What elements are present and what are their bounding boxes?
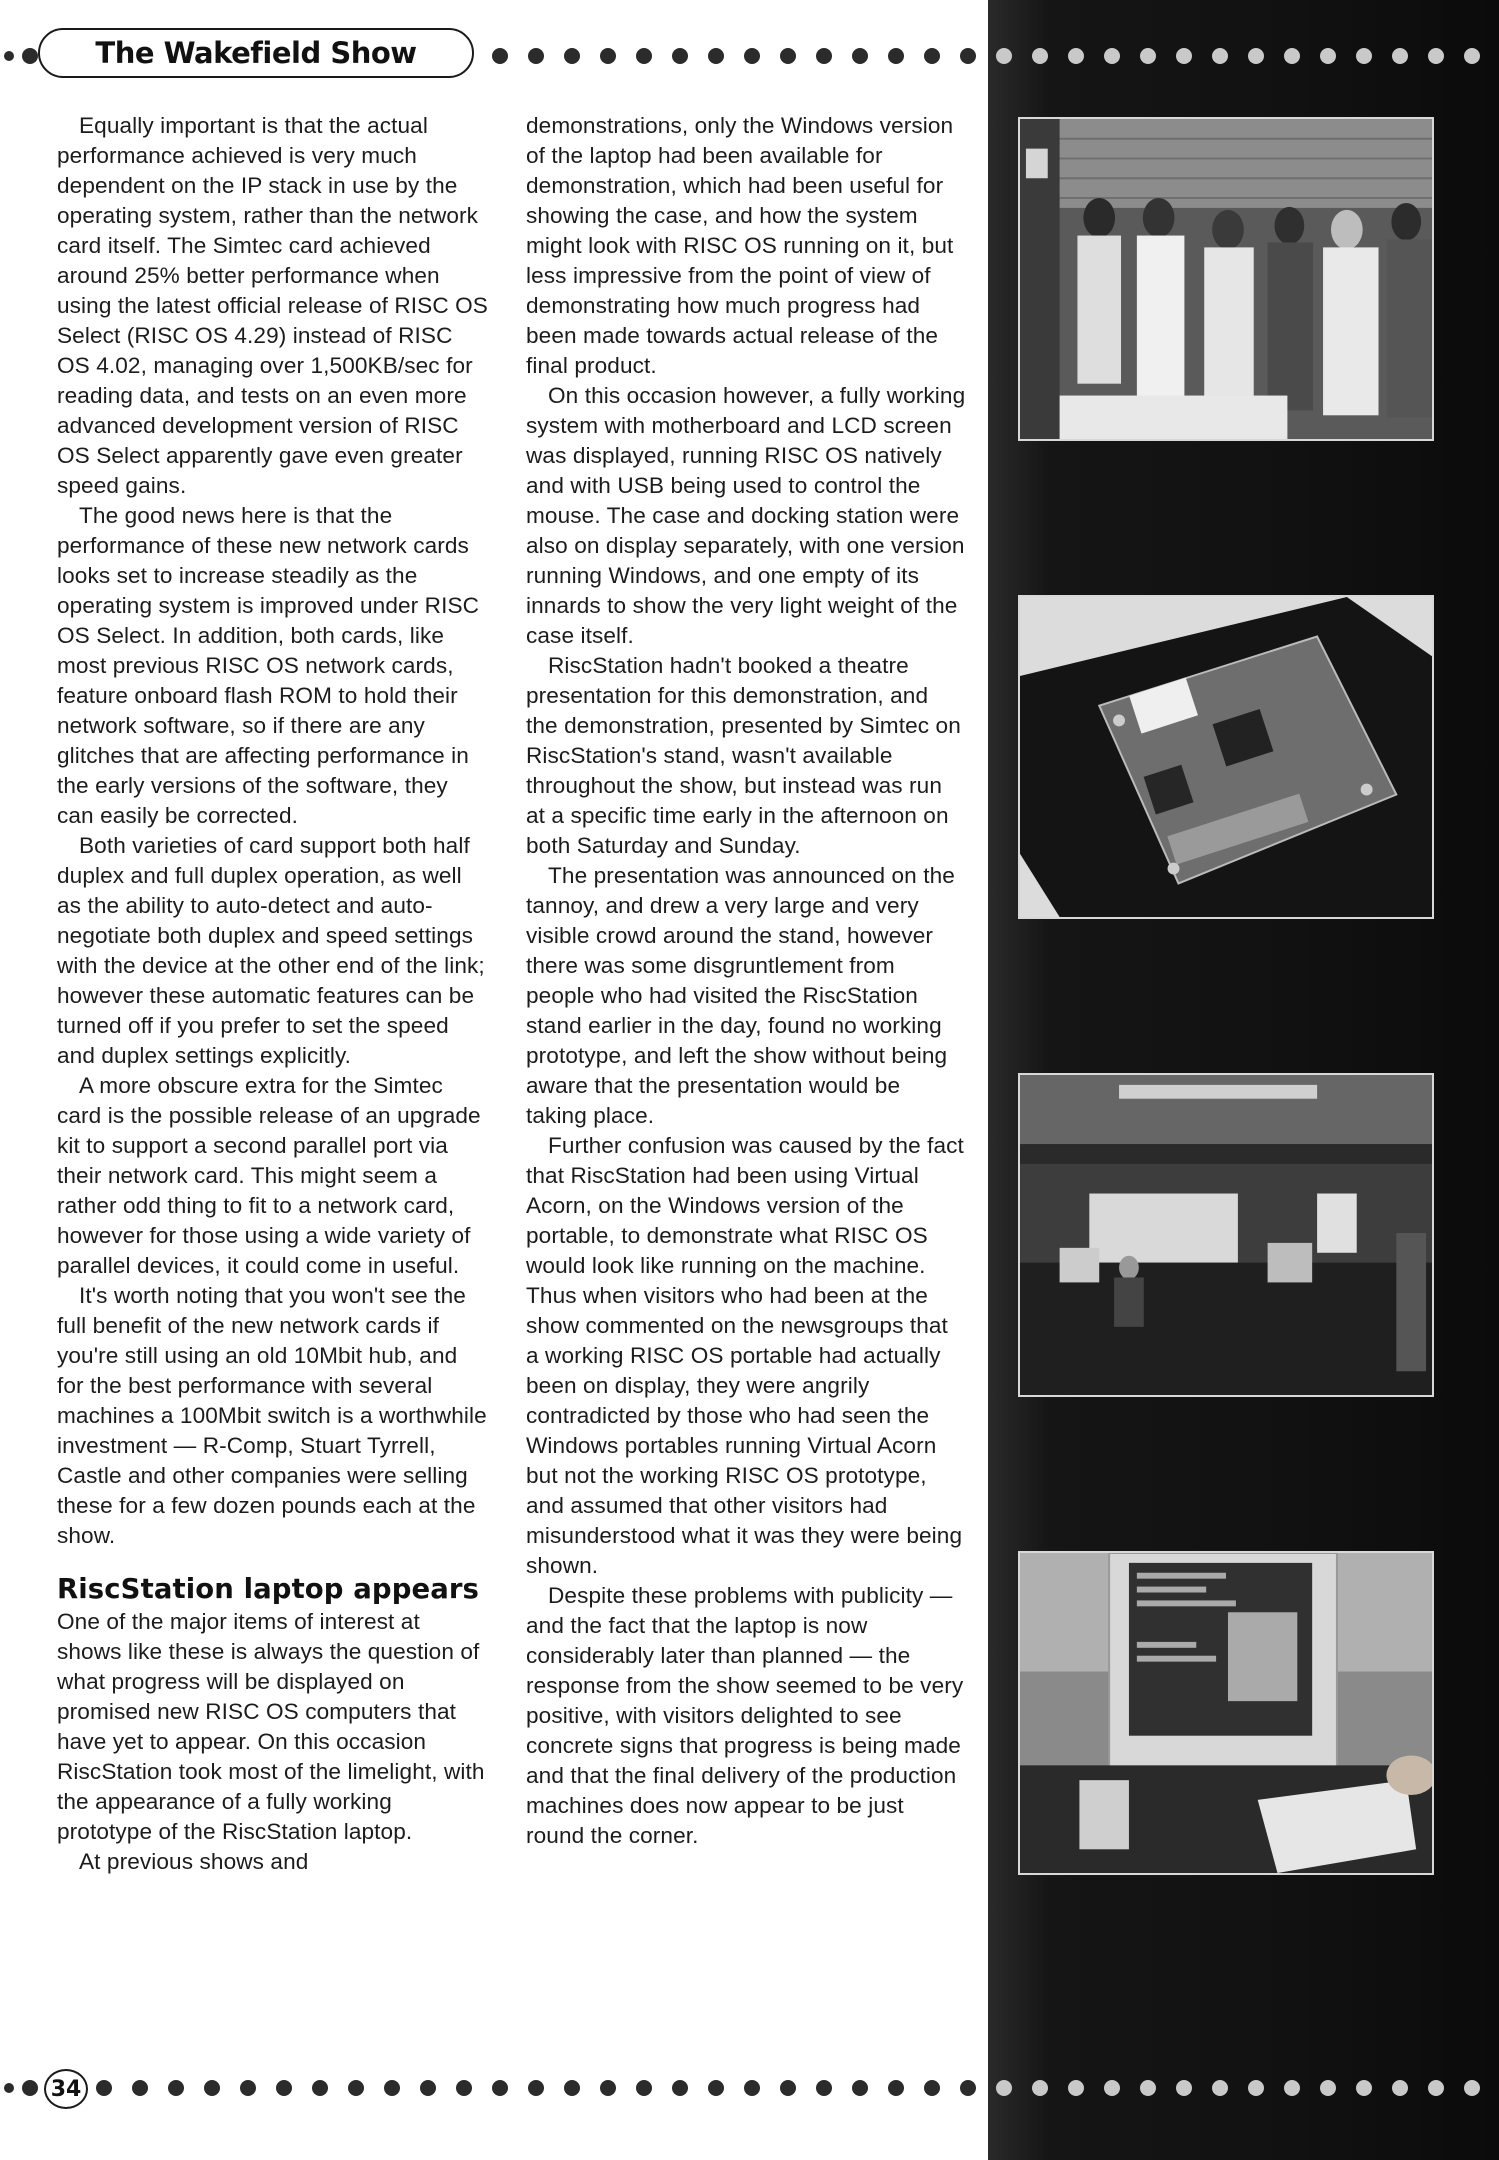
decorative-dot [888,48,904,64]
decorative-dot [744,48,760,64]
decorative-dot [960,2080,976,2096]
crowd-photo-icon [1020,119,1432,439]
network-card-photo-icon [1020,597,1432,917]
decorative-dot [4,2083,14,2093]
paragraph: A more obscure extra for the Simtec card is the possible release of an upgrade kit to support a second parallel port via their network card. This might seem a rather odd thing to fit to a network card, however for those using a wide variety of parallel devices, it could come in useful. [57,1073,481,1278]
decorative-dot [600,48,616,64]
decorative-dot [132,2080,148,2096]
exhibition-stand-photo-icon [1020,1075,1432,1395]
decorative-dot [636,2080,652,2096]
decorative-dot [1068,48,1084,64]
decorative-dot [96,2080,112,2096]
decorative-dot [780,2080,796,2096]
decorative-dot [1464,2080,1480,2096]
decorative-dot [22,48,38,64]
decorative-dot [1068,2080,1084,2096]
decorative-dot [1176,48,1192,64]
paragraph: Equally important is that the actual performance achieved is very much dependent on the IP stack in use by the operating system, rather than the network card itself. The Simtec card achieved around 25% better performance when using the latest official release of RISC OS Select (RISC OS 4.29) instead of RISC OS 4.02, managing over 1,500KB/sec for reading data, and tests on an even more advanced development version of RISC OS Select apparently gave even greater speed gains. [57,113,488,498]
decorative-dot [1212,2080,1228,2096]
decorative-dot [1320,48,1336,64]
paragraph: It's worth noting that you won't see the full benefit of the new network cards if you're still using an old 10Mbit hub, and for the best performance with several machines a 100Mbit switch is a worthwhile investment — R-Comp, Stuart Tyrrell, Castle and other companies were selling these for a few dozen pounds each at the show. [57,1283,487,1548]
decorative-dot [816,2080,832,2096]
decorative-dot [564,48,580,64]
decorative-dot [1356,48,1372,64]
decorative-dot [1104,48,1120,64]
decorative-dot [1032,48,1048,64]
paragraph: Further confusion was caused by the fact that RiscStation had been using Virtual Acorn, on the Windows version of the portable, to demonstrate what RISC OS would look like running on the machine. Thus when visitors who had been at the show commented on the newsgroups that a working RISC OS portable had actually been on display, they were angrily contradicted by those who had seen the Windows portables running Virtual Acorn but not the working RISC OS prototype, and assumed that other visitors had misunderstood what it was they were being shown. [526,1133,964,1578]
decorative-dot [996,48,1012,64]
decorative-dot [22,2080,38,2096]
decorative-dot [204,2080,220,2096]
decorative-dot [492,48,508,64]
subheading: RiscStation laptop appears [57,1573,480,1605]
decorative-dot [1464,48,1480,64]
article-column-left [57,111,489,1877]
decorative-dot [888,2080,904,2096]
section-title: The Wakefield Show [95,36,417,70]
decorative-dot [1212,48,1228,64]
paragraph: demonstrations, only the Windows version of the laptop had been available for demonstration, which had been useful for showing the case, and how the system might look with RISC OS running on it, but less impressive from the point of view of demonstrating how much progress had been made towards actual release of the final product. [526,113,954,378]
decorative-dot [672,2080,688,2096]
decorative-dot [600,2080,616,2096]
decorative-dot [816,48,832,64]
paragraph: One of the major items of interest at shows like these is always the question of what progress will be displayed on promised new RISC OS computers that have yet to appear. On this occasion RiscStation took most of the limelight, with the appearance of a fully working prototype of the RiscStation laptop. [57,1609,485,1844]
decorative-dot [276,2080,292,2096]
decorative-dot [564,2080,580,2096]
decorative-dot [528,2080,544,2096]
decorative-dot [1284,48,1300,64]
decorative-dot [312,2080,328,2096]
footer-dot-row [0,2074,1499,2102]
decorative-dot [240,2080,256,2096]
decorative-dot [1428,2080,1444,2096]
decorative-dot [960,48,976,64]
decorative-dot [1320,2080,1336,2096]
decorative-dot [348,2080,364,2096]
article-column-right [526,111,966,1851]
crowd-photo [1018,117,1434,441]
decorative-dot [852,48,868,64]
decorative-dot [708,48,724,64]
decorative-dot [1176,2080,1192,2096]
decorative-dot [492,2080,508,2096]
computer-monitor-photo-icon [1020,1553,1432,1873]
decorative-dot [1284,2080,1300,2096]
paragraph: Despite these problems with publicity — and the fact that the laptop is now considerably later than planned — the response from the show seemed to be very positive, with visitors delighted to see concrete signs that progress is being made and that the final delivery of the production machines does now appear to be just round the corner. [526,1583,964,1848]
decorative-dot [168,2080,184,2096]
computer-monitor-photo [1018,1551,1434,1875]
decorative-dot [1356,2080,1372,2096]
decorative-dot [636,48,652,64]
paragraph: Both varieties of card support both half duplex and full duplex operation, as well as the ability to auto-detect and auto-negotiate both duplex and speed settings with the device at the other end of the link; however these automatic features can be turned off if you prefer to set the speed and duplex settings explicitly. [57,833,485,1068]
decorative-dot [744,2080,760,2096]
decorative-dot [1392,48,1408,64]
decorative-dot [996,2080,1012,2096]
network-card-photo [1018,595,1434,919]
paragraph: The presentation was announced on the tannoy, and drew a very large and very visible crowd around the stand, however there was some disgruntlement from people who had visited the RiscStation stand earlier in the day, found no working prototype, and left the show without being aware that the presentation would be taking place. [526,863,955,1128]
decorative-dot [852,2080,868,2096]
decorative-dot [1140,2080,1156,2096]
decorative-dot [780,48,796,64]
decorative-dot [528,48,544,64]
decorative-dot [1392,2080,1408,2096]
paragraph: On this occasion however, a fully working system with motherboard and LCD screen was displayed, running RISC OS natively and with USB being used to control the mouse. The case and docking station were also on display separately, with one version running Windows, and one empty of its innards to show the very light weight of the case itself. [526,383,966,648]
decorative-dot [384,2080,400,2096]
decorative-dot [924,48,940,64]
decorative-dot [924,2080,940,2096]
decorative-dot [1104,2080,1120,2096]
paragraph: RiscStation hadn't booked a theatre presentation for this demonstration, and the demonstration, presented by Simtec on RiscStation's stand, wasn't available throughout the show, but instead was run at a specific time early in the afternoon on both Saturday and Sunday. [526,653,961,858]
decorative-dot [1140,48,1156,64]
decorative-dot [456,2080,472,2096]
decorative-dot [1428,48,1444,64]
section-header [38,28,474,78]
decorative-dot [708,2080,724,2096]
decorative-dot [1248,2080,1264,2096]
paragraph: The good news here is that the performance of these new network cards looks set to increase steadily as the operating system is improved under RISC OS Select. In addition, both cards, like most previous RISC OS network cards, feature onboard flash ROM to hold their network software, so if there are any glitches that are affecting performance in the early versions of the software, they can easily be corrected. [57,503,480,828]
decorative-dot [1032,2080,1048,2096]
page-number: 34 [44,2069,88,2109]
decorative-dot [1248,48,1264,64]
decorative-dot [420,2080,436,2096]
decorative-dot [672,48,688,64]
exhibition-stand-photo [1018,1073,1434,1397]
paragraph: At previous shows and [79,1849,309,1874]
decorative-dot [4,51,14,61]
